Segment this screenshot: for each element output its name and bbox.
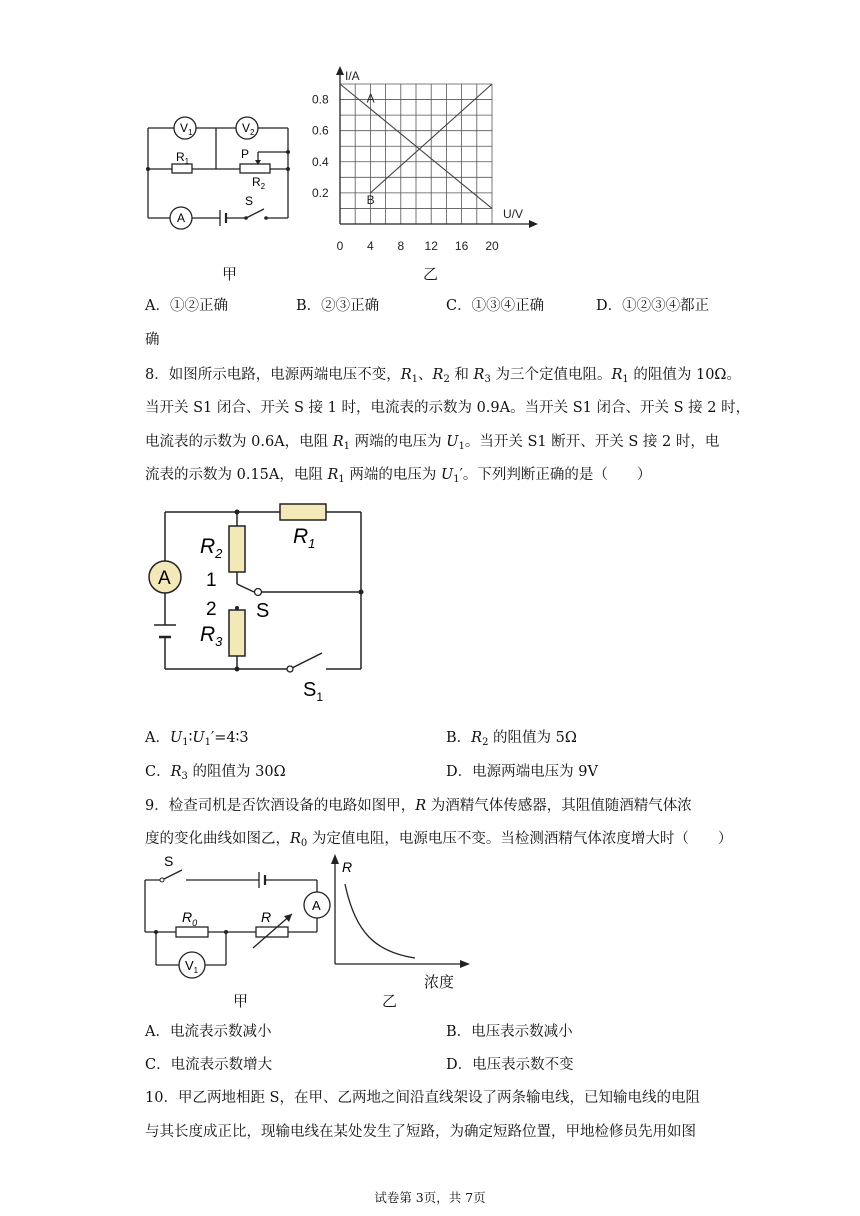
q8-option-b[interactable]: B．$R_2$ 的阻值为 5Ω xyxy=(446,730,577,748)
y-axis-label: I/A xyxy=(345,69,360,83)
q8-option-c[interactable]: C．$R_3$ 的阻值为 30Ω xyxy=(145,764,286,782)
y-tick-label: 0.4 xyxy=(312,154,329,169)
q9-option-d[interactable]: D．电压表示数不变 xyxy=(446,1057,574,1073)
x-tick-label: 16 xyxy=(454,239,469,253)
switch-label: S xyxy=(164,853,174,869)
r2-label: $R_2$ xyxy=(200,535,223,561)
ammeter-label: A xyxy=(158,568,171,589)
x-tick-label: 0 xyxy=(336,239,344,253)
r3-label: $R_3$ xyxy=(200,623,223,649)
q9-fig-right-caption: 乙 xyxy=(382,992,398,1010)
y-tick-label: 0.6 xyxy=(312,123,329,138)
y-tick-label: 0.8 xyxy=(312,92,329,107)
q7-fig-left-caption: 甲 xyxy=(222,265,238,283)
x-tick-label: 8 xyxy=(397,239,405,253)
q7-option-b[interactable]: B．②③正确 xyxy=(296,298,380,314)
q9-option-a[interactable]: A．电流表示数减小 xyxy=(145,1024,272,1040)
q9-option-b[interactable]: B．电压表示数减小 xyxy=(446,1024,573,1040)
pos2-label: 2 xyxy=(206,599,217,620)
voltmeter-label: $V_1$ xyxy=(185,958,199,975)
q9-fig-left-caption: 甲 xyxy=(233,992,249,1010)
v1-label: $V_1$ xyxy=(180,121,193,137)
p-label: P xyxy=(241,147,250,161)
r1-label: $R_1$ xyxy=(176,150,190,166)
y-label: R xyxy=(342,859,353,875)
x-axis-arrow xyxy=(529,220,538,228)
q8-line3: 电流表的示数为 0.6A，电阻 $R_1$ 两端的电压为 $U_1$。当开关 S1 断开、开关 S 接 2 时，电 xyxy=(145,434,720,452)
x-tick-label: 12 xyxy=(424,239,438,253)
page-footer: 试卷第 3页，共 7页 xyxy=(374,1190,486,1205)
q9-circuit-figure xyxy=(140,852,335,987)
q9-x-label: 浓度 xyxy=(424,973,455,991)
q9-option-c[interactable]: C．电流表示数增大 xyxy=(145,1057,273,1073)
switch-s1-label: $S_1$ xyxy=(303,679,324,704)
r2-label: $R_2$ xyxy=(252,175,266,191)
q7-iu-chart xyxy=(300,66,540,262)
v2-label: $V_2$ xyxy=(242,121,255,137)
q8-option-d[interactable]: D．电源两端电压为 9V xyxy=(446,764,598,780)
q8-line4: 流表的示数为 0.15A，电阻 $R_1$ 两端的电压为 $U_1'$。下列判断正确的是（ ） xyxy=(145,467,652,485)
switch-s-label: S xyxy=(256,600,270,622)
q10-line1: 10．甲乙两地相距 S，在甲、乙两地之间沿直线架设了两条输电线，已知输电线的电阻 xyxy=(145,1090,700,1106)
r0-label: $R_0$ xyxy=(182,909,198,928)
r-label: R xyxy=(261,909,272,925)
switch-label: S xyxy=(245,194,254,208)
pos1-label: 1 xyxy=(206,570,217,591)
ammeter-label: A xyxy=(312,898,321,913)
q8-line2: 当开关 S1 闭合、开关 S 接 1 时，电流表的示数为 0.9A。当开关 S1 闭合、开关 S 接 2 时， xyxy=(145,400,751,416)
q9-curve-figure xyxy=(325,852,470,970)
r-vs-concentration-curve xyxy=(345,884,415,958)
q7-option-c[interactable]: C．①③④正确 xyxy=(446,298,545,314)
x-axis-label: U/V xyxy=(503,207,524,221)
x-tick-label: 4 xyxy=(367,239,374,253)
q7-fig-right-caption: 乙 xyxy=(423,265,439,283)
q8-option-a[interactable]: A．$U_1∶U_1'=4∶3$ xyxy=(145,730,249,748)
q7-circuit-figure xyxy=(140,112,300,242)
y-axis-arrow xyxy=(336,66,344,75)
series-label-a: A xyxy=(366,91,375,106)
q7-option-d[interactable]: D．①②③④都正 xyxy=(596,298,710,314)
ammeter-label: A xyxy=(177,211,186,225)
x-tick-label: 20 xyxy=(485,239,499,253)
q9-line1: 9．检查司机是否饮酒设备的电路如图甲，R 为酒精气体传感器，其阻值随酒精气体浓 xyxy=(145,798,692,814)
q8-line1: 8．如图所示电路，电源两端电压不变，$R_1$、$R_2$ 和 $R_3$ 为三个定值电阻。$R_1$ 的阻值为 10Ω。 xyxy=(145,367,741,385)
q8-circuit-figure xyxy=(140,495,380,710)
y-tick-label: 0.2 xyxy=(312,185,329,200)
series-label-b: B xyxy=(366,192,375,207)
q7-option-a[interactable]: A．①②正确 xyxy=(145,298,228,314)
q7-option-d-cont: 确 xyxy=(145,332,160,348)
q9-line2: 度的变化曲线如图乙，$R_0$ 为定值电阻，电源电压不变。当检测酒精气体浓度增大时（ ） xyxy=(145,831,733,849)
q10-line2: 与其长度成正比，现输电线在某处发生了短路，为确定短路位置，甲地检修员先用如图 xyxy=(145,1124,696,1140)
r1-label: $R_1$ xyxy=(293,525,316,551)
